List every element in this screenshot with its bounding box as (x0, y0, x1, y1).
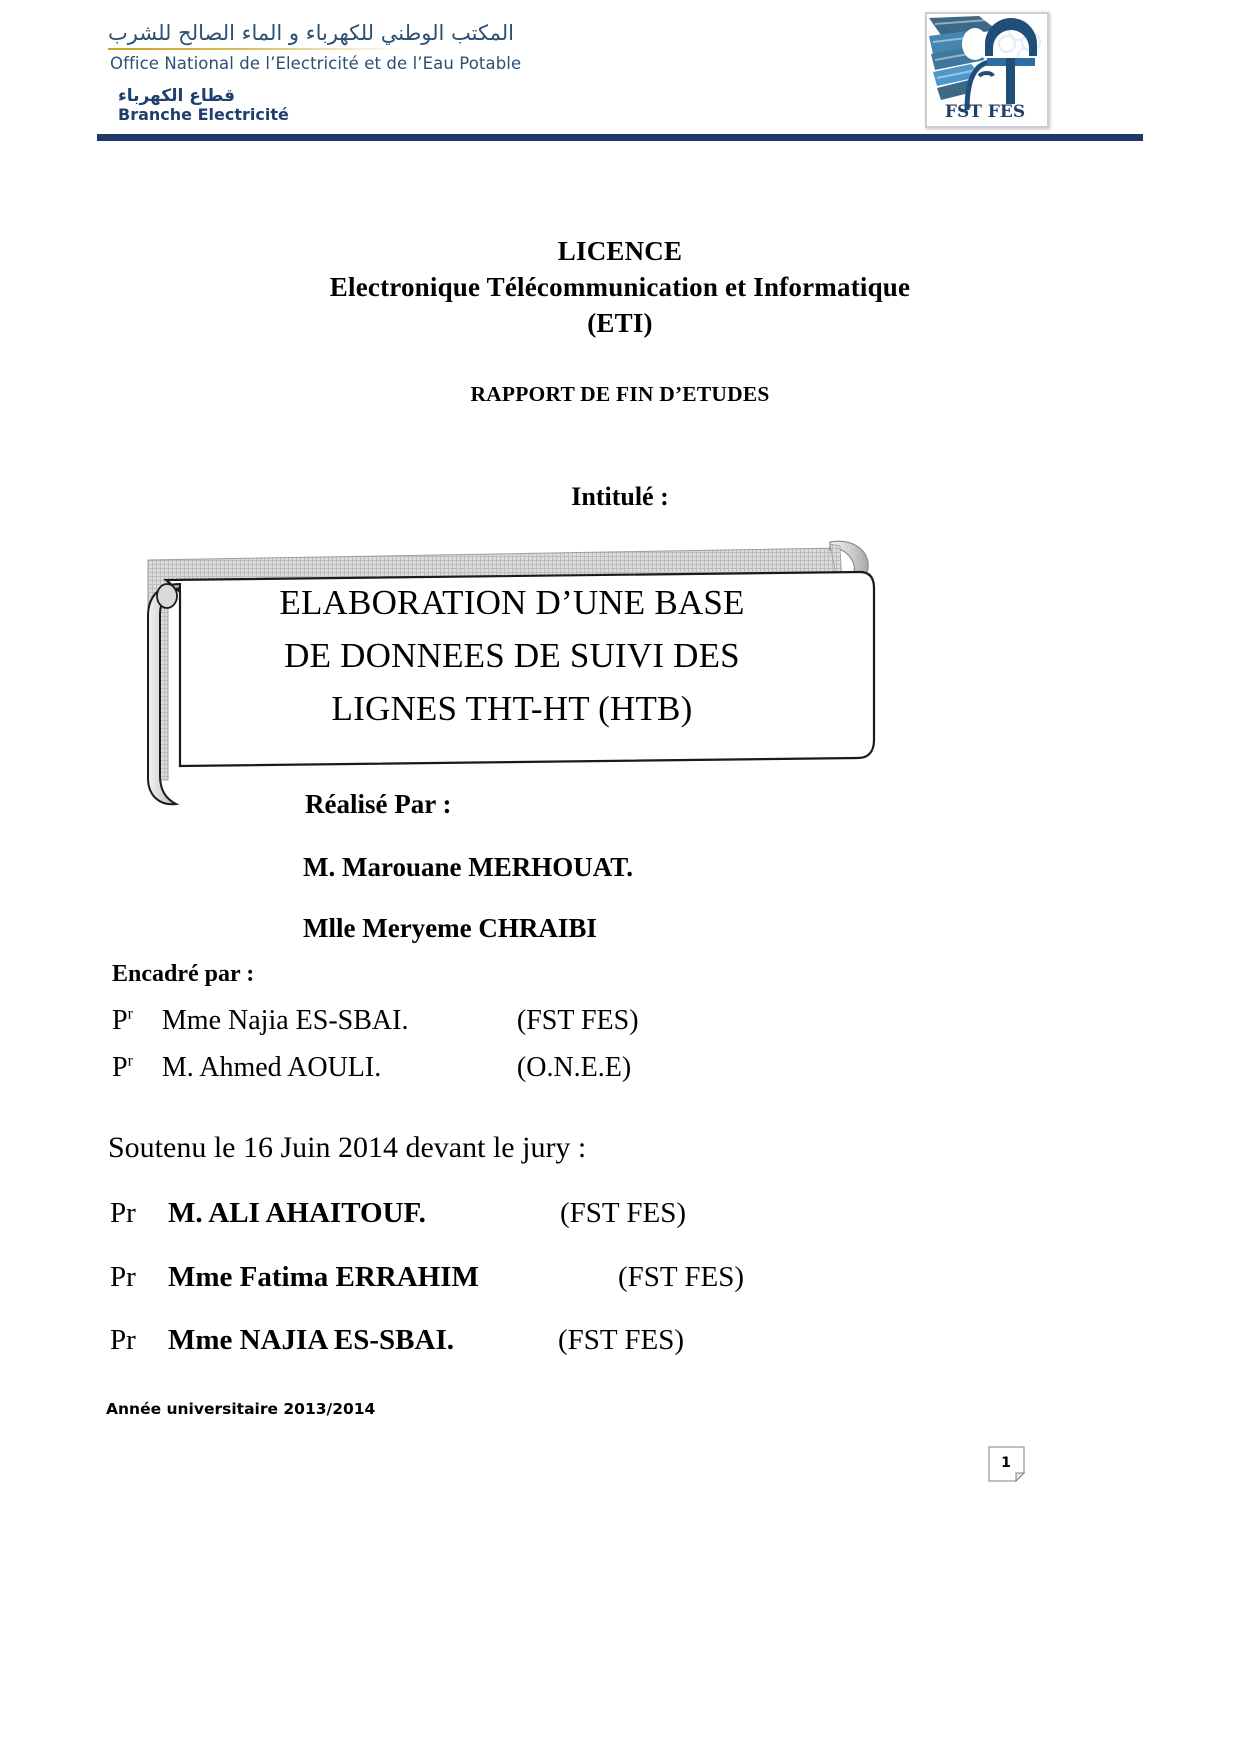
fst-fes-logo-graphic (927, 14, 1043, 122)
report-type-heading: RAPPORT DE FIN D’ETUDES (470, 382, 770, 406)
jury-affiliation-1: (FST FES) (560, 1197, 686, 1229)
project-title-line-3: LIGNES THT-HT (HTB) (331, 689, 693, 729)
encadre-par-label: Encadré par : (112, 961, 255, 987)
jury-name-2: Mme Fatima ERRAHIM (168, 1261, 479, 1293)
jury-affiliation-3: (FST FES) (558, 1324, 684, 1356)
jury-row-1 (110, 1197, 686, 1230)
degree-line-2: Electronique Télécommunication et Informatique (329, 271, 911, 302)
degree-block (0, 234, 1240, 342)
jury-title-1: Pr (110, 1197, 136, 1229)
project-title-banner (140, 528, 880, 818)
fst-fes-logo (925, 12, 1049, 128)
fst-fes-logo-text: FST FES (944, 102, 1026, 122)
student-name-1: M. Marouane MERHOUAT. (303, 852, 633, 882)
supervisor-title-1: $P^r$ (112, 1005, 133, 1036)
onee-branch-arabic: قطاع الكهرباء (118, 86, 235, 107)
project-title-line-1: ELABORATION D’UNE BASE (279, 583, 745, 622)
supervisor-title-2: $P^r$ (112, 1052, 133, 1083)
realise-par-label: Réalisé Par : (305, 789, 452, 819)
project-title-text (202, 576, 822, 736)
supervisor-affiliation-2: (O.N.E.E) (516, 1052, 632, 1083)
page-number-box (988, 1446, 1030, 1488)
supervisor-row-1 (112, 1005, 639, 1037)
page-number: 1 (1001, 1455, 1011, 1471)
onee-arabic-title: المكتب الوطني للكهرباء و الماء الصالح للشرب (108, 21, 514, 45)
student-name-2: Mlle Meryeme CHRAIBI (303, 913, 597, 943)
jury-name-3: Mme NAJIA ES-SBAI. (168, 1324, 454, 1356)
onee-french-title: Office National de l’Electricité et de l’Eau Potable (110, 54, 522, 74)
project-title-line-2: DE DONNEES DE SUIVI DES (284, 636, 740, 676)
onee-gold-rule (108, 48, 408, 50)
jury-row-3 (110, 1324, 684, 1357)
jury-row-2 (110, 1261, 744, 1294)
intitule-label: Intitulé : (571, 482, 669, 511)
supervisor-name-1: Mme Najia ES-SBAI. (161, 1005, 409, 1036)
degree-line-1: LICENCE (557, 236, 683, 266)
academic-year: Année universitaire 2013/2014 (106, 1400, 376, 1418)
degree-line-3: (ETI) (587, 307, 653, 338)
supervisor-affiliation-1: (FST FES) (516, 1005, 639, 1036)
onee-logo (100, 20, 530, 124)
header-divider (97, 134, 1143, 141)
supervisor-name-2: M. Ahmed AOULI. (161, 1052, 382, 1083)
jury-affiliation-2: (FST FES) (618, 1261, 744, 1293)
defense-statement: Soutenu le 16 Juin 2014 devant le jury : (108, 1131, 587, 1164)
onee-branch-block (100, 87, 530, 124)
jury-title-2: Pr (110, 1261, 136, 1293)
onee-branch-french: Branche Electricité (118, 104, 289, 124)
page-header (0, 0, 1240, 148)
jury-title-3: Pr (110, 1324, 136, 1356)
supervisor-row-2 (112, 1052, 631, 1084)
jury-name-1: M. ALI AHAITOUF. (168, 1197, 426, 1229)
